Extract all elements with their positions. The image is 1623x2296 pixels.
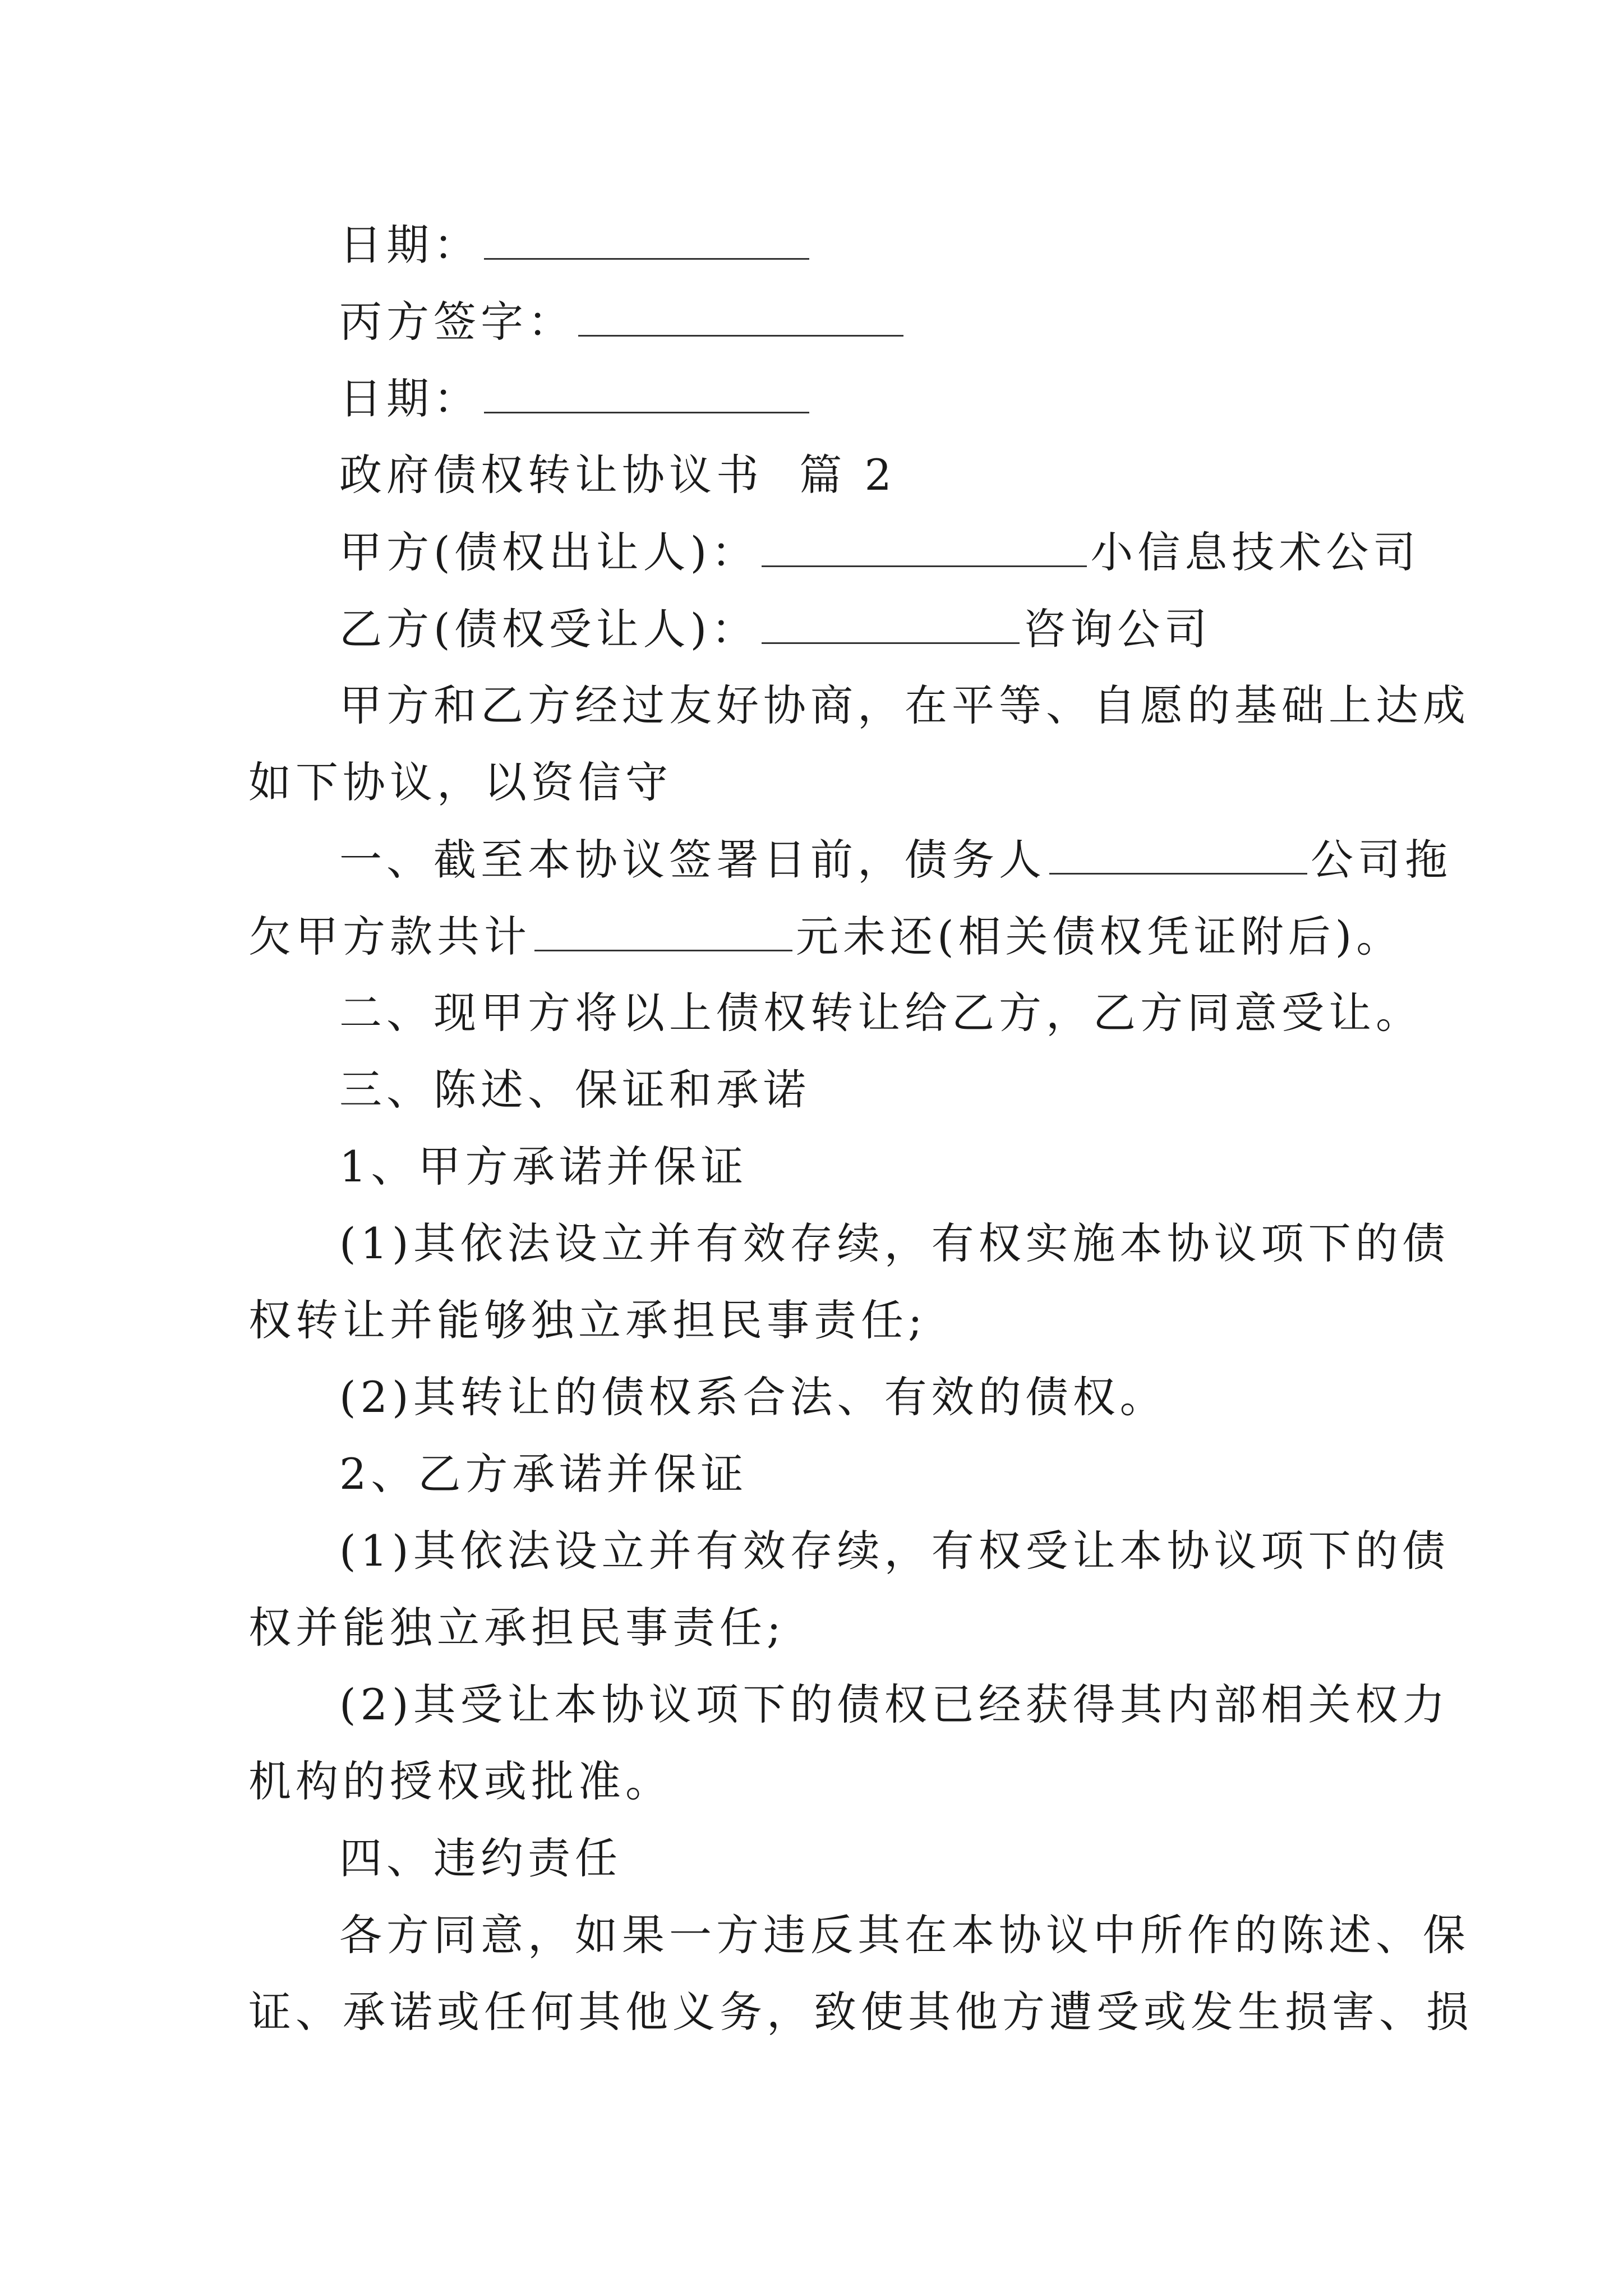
- date-blank: [484, 223, 809, 260]
- date-blank: [484, 377, 809, 413]
- intro-line-1: 甲方和乙方经过友好协商，在平等、自愿的基础上达成: [339, 680, 1470, 730]
- section-title: 政府债权转让协议书 篇 2: [339, 450, 896, 500]
- intro-line-2: 如下协议，以资信守: [248, 757, 672, 807]
- date-line-2: [339, 374, 813, 424]
- party-b-blank: [762, 608, 1020, 644]
- clause1-suffix: 公司拖: [1311, 835, 1452, 885]
- party-b-line: [339, 604, 1212, 654]
- date-label: 日期：: [339, 220, 481, 270]
- date-line-1: [339, 220, 813, 270]
- clause3-sub1-item1-line1: (1)其依法设立并有效存续，有权实施本协议项下的债: [339, 1218, 1450, 1268]
- clause3-sub2-item1-line2: 权并能独立承担民事责任;: [248, 1603, 786, 1653]
- party-c-signature-line: [339, 297, 907, 347]
- clause3-sub2-item2-line1: (2)其受让本协议项下的债权已经获得其内部相关权力: [339, 1680, 1450, 1729]
- clause2-text: 二、现甲方将以上债权转让给乙方，乙方同意受让。: [339, 988, 1423, 1038]
- clause3-sub2-item1-line1: (1)其依法设立并有效存续，有权受让本协议项下的债: [339, 1526, 1450, 1576]
- party-b-suffix: 咨询公司: [1023, 604, 1212, 654]
- clause4-line-2: 证、承诺或任何其他义务，致使其他方遭受或发生损害、损: [248, 1987, 1473, 2037]
- party-a-line: [339, 527, 1421, 577]
- clause1-line-1: [339, 835, 1452, 885]
- clause3-sub2-item2-line2: 机构的授权或批准。: [248, 1756, 672, 1806]
- debtor-blank: [1049, 838, 1307, 875]
- clause1-prefix: 一、截至本协议签署日前，债务人: [339, 835, 1046, 885]
- party-c-sign-label: 丙方签字：: [339, 297, 575, 347]
- party-a-blank: [762, 531, 1087, 567]
- clause4-line-1: 各方同意，如果一方违反其在本协议中所作的陈述、保: [339, 1910, 1470, 1960]
- amount-blank: [534, 915, 792, 951]
- date-label: 日期：: [339, 374, 481, 424]
- clause1-line-2: [248, 912, 1404, 961]
- clause3-sub1-heading: 1、甲方承诺并保证: [339, 1142, 748, 1191]
- party-a-suffix: 小信息技术公司: [1090, 527, 1421, 577]
- signature-blank: [578, 300, 903, 337]
- clause3-sub1-item1-line2: 权转让并能够独立承担民事责任;: [248, 1295, 927, 1345]
- clause1-amount-suffix: 元未还(相关债权凭证附后)。: [796, 912, 1404, 961]
- clause1-amount-prefix: 欠甲方款共计: [248, 912, 531, 961]
- party-a-label: 甲方(债权出让人)：: [339, 527, 759, 577]
- clause3-sub2-heading: 2、乙方承诺并保证: [339, 1449, 748, 1499]
- clause3-heading: 三、陈述、保证和承诺: [339, 1065, 810, 1115]
- clause4-heading: 四、违约责任: [339, 1833, 622, 1883]
- clause3-sub1-item2: (2)其转让的债权系合法、有效的债权。: [339, 1372, 1167, 1422]
- party-b-label: 乙方(债权受让人)：: [339, 604, 759, 654]
